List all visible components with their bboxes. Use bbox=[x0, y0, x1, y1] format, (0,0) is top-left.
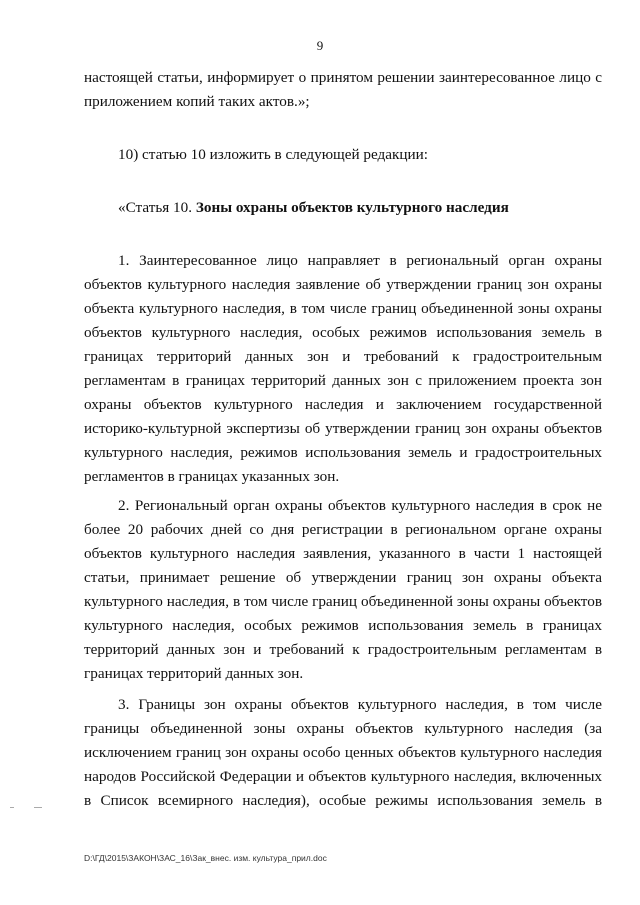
paragraph-2-line: границах территорий данных зон. bbox=[84, 665, 304, 682]
article-prefix: «Статья 10. bbox=[118, 199, 196, 216]
paragraph-3-line: в Список всемирного наследия), особые режимы использования земель в bbox=[84, 792, 602, 809]
paragraph-1-line: культурного наследия, режимов использования земель и градостроительных bbox=[84, 444, 602, 461]
paragraph-1-line: 1. Заинтересованное лицо направляет в региональный орган охраны bbox=[118, 252, 602, 269]
footer-file-path: D:\ГД\2015\ЗАКОН\ЗАС_16\Зак_внес. изм. культура_прил.doc bbox=[84, 853, 327, 863]
scan-artifact bbox=[10, 807, 14, 808]
paragraph-2-line: 2. Региональный орган охраны объектов культурного наследия в срок не bbox=[118, 497, 602, 514]
article-title: Зоны охраны объектов культурного наследия bbox=[195, 199, 509, 216]
page-number: 9 bbox=[316, 38, 324, 53]
intro-line-1: настоящей статьи, информирует о принятом решении заинтересованное лицо с bbox=[84, 69, 602, 86]
paragraph-3-line: исключением границ зон охраны особо ценных объектов культурного наследия bbox=[84, 744, 602, 761]
paragraph-3-line: границы объединенной зоны охраны объектов культурного наследия (за bbox=[84, 720, 602, 737]
article-heading bbox=[118, 196, 602, 220]
paragraph-2-line: более 20 рабочих дней со дня регистрации в региональном органе охраны bbox=[84, 521, 602, 538]
paragraph-2-line: объектов культурного наследия заявления, указанного в части 1 настоящей bbox=[84, 545, 602, 562]
paragraph-1-line: регламентам в границах территорий данных зон с приложением проекта зон bbox=[84, 372, 602, 389]
paragraph-3-line: 3. Границы зон охраны объектов культурного наследия, в том числе bbox=[118, 696, 602, 713]
amendment-item-10: 10) статью 10 изложить в следующей редакции: bbox=[118, 146, 428, 163]
paragraph-1-line: охраны объектов культурного наследия и заключением государственной bbox=[84, 396, 602, 413]
paragraph-1-line: историко-культурной экспертизы об утверждении границ зон охраны объектов bbox=[84, 420, 602, 437]
scan-artifact bbox=[34, 807, 42, 808]
paragraph-3-line: народов Российской Федерации и объектов культурного наследия, включенных bbox=[84, 768, 602, 785]
intro-line-2: приложением копий таких актов.»; bbox=[84, 93, 310, 110]
paragraph-2-line: территорий данных зон и требований к градостроительным регламентам в bbox=[84, 641, 602, 658]
paragraph-1-line: границах территорий данных зон и требований к градостроительным bbox=[84, 348, 602, 365]
paragraph-2-line: культурного наследия, в том числе границ объединенной зоны охраны объектов bbox=[84, 593, 602, 610]
paragraph-2-line: статьи, принимает решение об утверждении границ зон охраны объекта bbox=[84, 569, 602, 586]
paragraph-1-line: объектов культурного наследия, особых режимов использования земель в bbox=[84, 324, 602, 341]
paragraph-1-line: объекта культурного наследия, в том числе границ объединенной зоны охраны bbox=[84, 300, 602, 317]
paragraph-1-line: объектов культурного наследия заявление об утверждении границ зон охраны bbox=[84, 276, 602, 293]
paragraph-1-line: регламентов в границах указанных зон. bbox=[84, 468, 340, 485]
paragraph-2-line: культурного наследия, особых режимов использования земель в границах bbox=[84, 617, 602, 634]
